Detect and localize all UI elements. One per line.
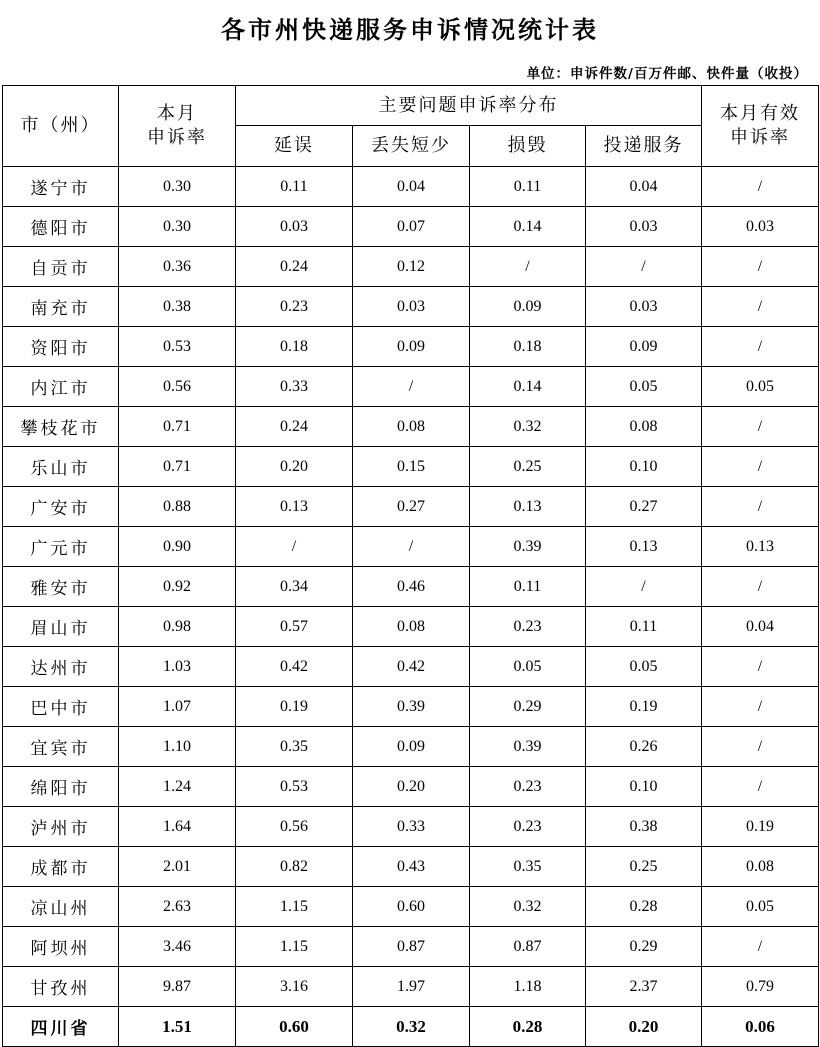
cell-valid: /	[702, 767, 819, 807]
cell-valid: /	[702, 287, 819, 327]
cell-valid: /	[702, 247, 819, 287]
cell-lost: 0.15	[353, 447, 470, 487]
cell-delivery: 0.10	[586, 767, 702, 807]
header-city: 市（州）	[3, 86, 119, 167]
cell-delivery: 0.11	[586, 607, 702, 647]
cell-rate: 1.07	[119, 687, 236, 727]
table-row	[3, 967, 819, 1007]
cell-valid: /	[702, 927, 819, 967]
cell-delay: 1.15	[236, 887, 353, 927]
cell-city: 资阳市	[3, 327, 119, 367]
total-valid: 0.06	[702, 1007, 819, 1047]
page-title: 各市州快递服务申诉情况统计表	[221, 16, 599, 44]
table-body	[3, 167, 819, 1047]
table-row	[3, 167, 819, 207]
cell-rate: 0.38	[119, 287, 236, 327]
cell-delivery: 2.37	[586, 967, 702, 1007]
cell-delay: 0.35	[236, 727, 353, 767]
cell-lost: 0.60	[353, 887, 470, 927]
cell-damage: 0.23	[470, 607, 586, 647]
cell-damage: /	[470, 247, 586, 287]
cell-delivery: 0.25	[586, 847, 702, 887]
cell-delay: 0.23	[236, 287, 353, 327]
cell-lost: /	[353, 527, 470, 567]
cell-lost: 0.46	[353, 567, 470, 607]
header-distribution: 主要问题申诉率分布	[236, 86, 702, 126]
cell-city: 攀枝花市	[3, 407, 119, 447]
total-lost: 0.32	[353, 1007, 470, 1047]
cell-rate: 1.64	[119, 807, 236, 847]
total-delivery: 0.20	[586, 1007, 702, 1047]
cell-city: 雅安市	[3, 567, 119, 607]
cell-valid: /	[702, 647, 819, 687]
cell-damage: 0.13	[470, 487, 586, 527]
cell-damage: 0.11	[470, 167, 586, 207]
cell-delivery: 0.28	[586, 887, 702, 927]
cell-rate: 0.98	[119, 607, 236, 647]
cell-lost: 0.08	[353, 607, 470, 647]
cell-delivery: 0.38	[586, 807, 702, 847]
cell-delivery: 0.05	[586, 647, 702, 687]
cell-delay: 0.33	[236, 367, 353, 407]
cell-rate: 1.03	[119, 647, 236, 687]
cell-lost: 0.39	[353, 687, 470, 727]
cell-lost: 0.09	[353, 727, 470, 767]
cell-rate: 9.87	[119, 967, 236, 1007]
cell-delay: 0.56	[236, 807, 353, 847]
cell-valid: 0.05	[702, 887, 819, 927]
cell-damage: 0.39	[470, 527, 586, 567]
cell-delivery: 0.19	[586, 687, 702, 727]
cell-delay: 0.03	[236, 207, 353, 247]
cell-rate: 1.10	[119, 727, 236, 767]
cell-delivery: 0.13	[586, 527, 702, 567]
total-rate: 1.51	[119, 1007, 236, 1047]
cell-city: 阿坝州	[3, 927, 119, 967]
cell-valid: 0.79	[702, 967, 819, 1007]
cell-valid: /	[702, 167, 819, 207]
cell-city: 成都市	[3, 847, 119, 887]
table-row	[3, 887, 819, 927]
table-row	[3, 647, 819, 687]
header-valid-rate-line1: 本月有效	[720, 103, 800, 124]
cell-city: 遂宁市	[3, 167, 119, 207]
header-lost: 丢失短少	[353, 126, 470, 167]
cell-rate: 0.53	[119, 327, 236, 367]
header-delay: 延误	[236, 126, 353, 167]
cell-city: 自贡市	[3, 247, 119, 287]
cell-city: 绵阳市	[3, 767, 119, 807]
table-row	[3, 807, 819, 847]
cell-lost: 0.04	[353, 167, 470, 207]
cell-rate: 2.63	[119, 887, 236, 927]
cell-delay: 0.24	[236, 247, 353, 287]
cell-lost: 0.09	[353, 327, 470, 367]
cell-city: 巴中市	[3, 687, 119, 727]
cell-valid: /	[702, 327, 819, 367]
table-row	[3, 567, 819, 607]
cell-rate: 0.30	[119, 167, 236, 207]
cell-city: 南充市	[3, 287, 119, 327]
cell-delivery: 0.09	[586, 327, 702, 367]
cell-lost: 0.43	[353, 847, 470, 887]
table-row	[3, 527, 819, 567]
header-monthly-rate	[119, 86, 236, 167]
header-valid-rate	[702, 86, 819, 167]
total-delay: 0.60	[236, 1007, 353, 1047]
table-row	[3, 767, 819, 807]
cell-damage: 0.09	[470, 287, 586, 327]
cell-damage: 0.32	[470, 887, 586, 927]
cell-damage: 0.23	[470, 807, 586, 847]
cell-valid: 0.04	[702, 607, 819, 647]
cell-delivery: 0.08	[586, 407, 702, 447]
cell-damage: 0.14	[470, 207, 586, 247]
cell-damage: 0.14	[470, 367, 586, 407]
total-row	[3, 1007, 819, 1047]
cell-rate: 0.88	[119, 487, 236, 527]
cell-lost: 0.07	[353, 207, 470, 247]
cell-lost: 0.42	[353, 647, 470, 687]
cell-city: 凉山州	[3, 887, 119, 927]
cell-delivery: 0.26	[586, 727, 702, 767]
total-damage: 0.28	[470, 1007, 586, 1047]
table-row	[3, 687, 819, 727]
cell-damage: 0.18	[470, 327, 586, 367]
cell-delivery: 0.04	[586, 167, 702, 207]
cell-damage: 1.18	[470, 967, 586, 1007]
cell-damage: 0.39	[470, 727, 586, 767]
cell-rate: 0.71	[119, 407, 236, 447]
header-damage: 损毁	[470, 126, 586, 167]
cell-valid: 0.08	[702, 847, 819, 887]
cell-city: 广安市	[3, 487, 119, 527]
cell-city: 泸州市	[3, 807, 119, 847]
table-row	[3, 487, 819, 527]
cell-damage: 0.87	[470, 927, 586, 967]
cell-rate: 0.56	[119, 367, 236, 407]
table-row	[3, 327, 819, 367]
cell-lost: 0.27	[353, 487, 470, 527]
cell-damage: 0.32	[470, 407, 586, 447]
cell-delay: 0.19	[236, 687, 353, 727]
cell-city: 广元市	[3, 527, 119, 567]
cell-lost: 0.12	[353, 247, 470, 287]
cell-damage: 0.23	[470, 767, 586, 807]
table-row	[3, 247, 819, 287]
cell-lost: 0.03	[353, 287, 470, 327]
cell-valid: /	[702, 487, 819, 527]
header-monthly-rate-line1: 本月	[157, 103, 197, 124]
cell-delay: 0.34	[236, 567, 353, 607]
cell-damage: 0.35	[470, 847, 586, 887]
cell-delay: 0.24	[236, 407, 353, 447]
table-row	[3, 447, 819, 487]
cell-valid: /	[702, 727, 819, 767]
cell-delivery: 0.05	[586, 367, 702, 407]
cell-city: 内江市	[3, 367, 119, 407]
cell-rate: 0.30	[119, 207, 236, 247]
table-row	[3, 287, 819, 327]
cell-valid: /	[702, 407, 819, 447]
header-row-1	[3, 86, 819, 126]
cell-valid: /	[702, 687, 819, 727]
cell-lost: 0.20	[353, 767, 470, 807]
table-row	[3, 407, 819, 447]
table-row	[3, 927, 819, 967]
cell-valid: 0.03	[702, 207, 819, 247]
table-row	[3, 727, 819, 767]
cell-delivery: 0.03	[586, 287, 702, 327]
cell-rate: 0.36	[119, 247, 236, 287]
table-row	[3, 207, 819, 247]
header-delivery: 投递服务	[586, 126, 702, 167]
cell-delivery: /	[586, 247, 702, 287]
cell-lost: 0.87	[353, 927, 470, 967]
cell-damage: 0.11	[470, 567, 586, 607]
header-monthly-rate-line2: 申诉率	[147, 127, 207, 148]
cell-delivery: 0.27	[586, 487, 702, 527]
cell-delivery: 0.29	[586, 927, 702, 967]
cell-valid: /	[702, 447, 819, 487]
cell-delay: /	[236, 527, 353, 567]
table-row	[3, 847, 819, 887]
cell-rate: 0.90	[119, 527, 236, 567]
cell-valid: 0.19	[702, 807, 819, 847]
cell-delay: 0.18	[236, 327, 353, 367]
cell-city: 甘孜州	[3, 967, 119, 1007]
table-header	[3, 86, 819, 167]
cell-rate: 1.24	[119, 767, 236, 807]
unit-note: 单位：申诉件数/百万件邮、快件量（收投）	[526, 66, 808, 82]
cell-rate: 0.92	[119, 567, 236, 607]
cell-rate: 0.71	[119, 447, 236, 487]
cell-valid: /	[702, 567, 819, 607]
cell-damage: 0.29	[470, 687, 586, 727]
total-city: 四川省	[3, 1007, 119, 1047]
cell-lost: /	[353, 367, 470, 407]
cell-delay: 0.53	[236, 767, 353, 807]
cell-valid: 0.13	[702, 527, 819, 567]
cell-rate: 3.46	[119, 927, 236, 967]
cell-city: 达州市	[3, 647, 119, 687]
cell-delay: 0.82	[236, 847, 353, 887]
cell-city: 德阳市	[3, 207, 119, 247]
cell-city: 乐山市	[3, 447, 119, 487]
cell-delivery: 0.10	[586, 447, 702, 487]
complaint-stats-table	[2, 85, 819, 1047]
cell-delay: 0.42	[236, 647, 353, 687]
cell-lost: 1.97	[353, 967, 470, 1007]
cell-delay: 0.13	[236, 487, 353, 527]
cell-city: 宜宾市	[3, 727, 119, 767]
table-row	[3, 607, 819, 647]
cell-lost: 0.33	[353, 807, 470, 847]
cell-valid: 0.05	[702, 367, 819, 407]
cell-delay: 0.20	[236, 447, 353, 487]
cell-delay: 1.15	[236, 927, 353, 967]
header-valid-rate-line2: 申诉率	[730, 127, 790, 148]
table-row	[3, 367, 819, 407]
cell-city: 眉山市	[3, 607, 119, 647]
cell-delay: 3.16	[236, 967, 353, 1007]
cell-delay: 0.11	[236, 167, 353, 207]
cell-lost: 0.08	[353, 407, 470, 447]
cell-rate: 2.01	[119, 847, 236, 887]
cell-damage: 0.05	[470, 647, 586, 687]
cell-delivery: 0.03	[586, 207, 702, 247]
cell-delay: 0.57	[236, 607, 353, 647]
cell-delivery: /	[586, 567, 702, 607]
cell-damage: 0.25	[470, 447, 586, 487]
